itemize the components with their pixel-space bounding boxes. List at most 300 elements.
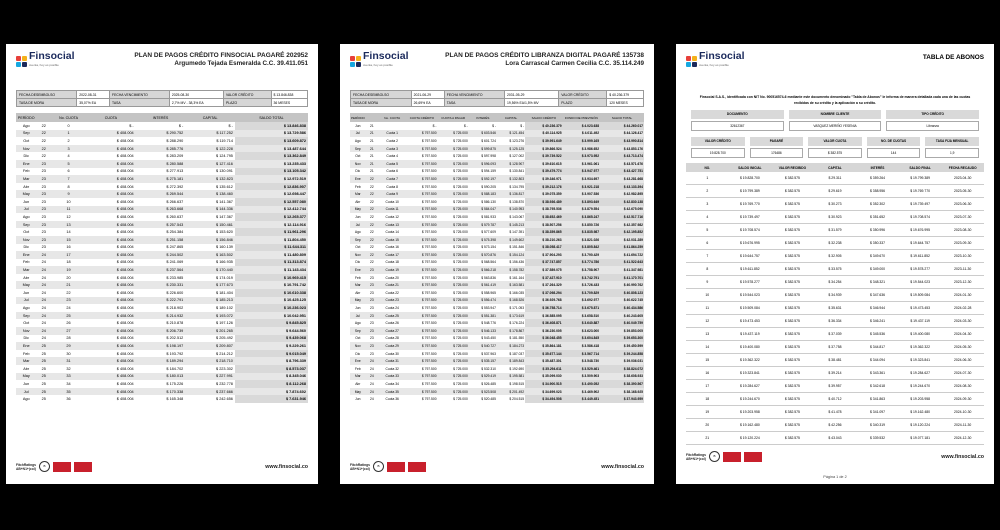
table-cell: $ 176.224 [509,321,525,326]
table-cell: $ 43.713.474 [600,152,644,160]
field-label: PAGARÉ [750,137,804,146]
table-cell: $ 210.878 [166,321,184,326]
table-row [350,221,644,229]
table-cell: $ 36.048.455 [525,335,563,343]
table-cell: 11 [51,206,86,214]
table-row [350,350,644,358]
summary-cell: FECHA VENCIMIENTO [110,91,170,99]
table-cell: $ 725.000 [453,290,468,295]
table-cell: $ 12.698.447 [235,190,308,198]
table-cell: $ 586.130 [481,199,496,204]
table-cell: $ 8.796.339 [235,357,308,365]
table-cell: $ 10.969.415 [235,274,308,282]
table-cell: $ 4.011.492 [563,130,601,138]
column-header: FECHA RECAUDO [941,163,984,172]
summary-cell: TASA [444,99,504,107]
table-row [16,137,308,145]
table-cell: $ 3.758.907 [563,266,601,274]
table-cell: $ 283.209 [166,154,184,159]
table-cell: $ 10.425.125 [235,297,308,305]
cert-badge-icon [74,462,92,472]
table-cell: 23 [41,214,46,219]
table-cell: $ 8.345.046 [235,373,308,381]
table-cell: $ 43.281.668 [600,175,644,183]
table-cell: $ 206.739 [136,327,186,335]
table-cell: 23 [41,245,46,250]
table-cell: 19 [51,266,86,274]
table-cell: $ 12.972.519 [235,175,308,183]
table-cell: $ 348.321 [856,276,899,289]
table-cell: Cuota 16 [385,245,399,250]
table-cell: $ 11.313.874 [235,259,308,267]
table-cell: $ 218.710 [185,357,235,365]
table-cell: $ 3.879.554 [563,206,601,214]
table-cell: $ 33.575 [814,263,857,276]
table-cell: 23 [366,312,379,320]
table-cell: $ 128.907 [497,160,525,168]
website-link[interactable]: www.finsocial.co [601,463,644,470]
table-cell: $ 725.000 [453,336,468,341]
table-cell: $ 19.400.080 [729,341,772,354]
table-cell: $ 38.390.567 [600,380,644,388]
table-cell: Oct [355,336,361,341]
table-cell: $ 275.181 [136,175,186,183]
table-cell: 23 [366,342,379,350]
table-cell: Ene [350,357,366,365]
table-cell: Cuota 3 [378,145,406,153]
table-cell: $ - [129,123,134,128]
table-cell: 2024-01-30 [941,289,984,302]
table-cell: 2023-09-30 [941,237,984,250]
table-cell: 18 [686,393,729,406]
table-cell: $ 19.244.670 [899,380,942,393]
table-cell: $ 198.515 [509,381,525,386]
table-cell: $ 29.311 [814,172,857,185]
page-title: TABLA DE ABONOS [922,54,984,61]
table-cell: 23 [370,306,374,311]
table-cell: Feb [354,275,361,280]
table-row [350,183,644,191]
table-row [350,206,644,214]
table-cell: $ 29.619 [814,185,857,198]
table-cell: $ 13.235.433 [235,160,308,168]
table-cell: 2 [686,185,729,198]
table-cell: $ 241.069 [166,260,184,265]
table-cell: $ 3.509.903 [563,373,601,381]
table-cell: $ 163.502 [185,251,235,259]
table-cell: $ 797.500 [421,214,437,219]
table-cell: 22 [370,184,374,189]
summary-cell: $ 40.236.379 [607,91,644,99]
table-cell: Ene [16,251,36,259]
table-row [350,312,644,320]
table-cell: $ 408.004 [116,214,134,219]
table-cell: 2023-08-30 [941,224,984,237]
table-cell: 23 [41,230,46,235]
table-cell: $ 3.986.652 [563,145,601,153]
table-cell: Mar [16,266,36,274]
table-cell: $ 382.575 [771,250,814,263]
table-cell: $ 247.865 [166,245,184,250]
table-cell: $ 19.284.627 [899,367,942,380]
table-cell: $ 34.699.023 [525,388,563,396]
table-cell: May [16,190,36,198]
table-cell: $ 3.490.052 [563,380,601,388]
table-cell: $ 193.792 [166,351,184,356]
field-value: 19.828.700 [691,148,745,159]
table-cell: $ 532.310 [481,366,496,371]
table-cell: 24 [41,290,46,295]
table-cell: $ 230.331 [136,281,186,289]
table-cell: $ 36.585.095 [525,312,563,320]
table-cell: 23 [370,275,374,280]
table-cell: $ 3.934.697 [563,175,601,183]
table-cell: $ 408.004 [116,397,134,402]
table-cell: $ 408.004 [86,145,136,153]
table-cell: $ 117.252 [185,130,235,138]
table-cell: $ 19.769.770 [729,198,772,211]
table-cell: Cuota 28 [385,336,399,341]
table-cell: 21 [366,145,379,153]
table-cell: $ 3.529.461 [563,365,601,373]
table-cell: 22 [366,251,379,259]
table-cell: $ 725.000 [438,145,469,153]
table-cell: 17 [686,380,729,393]
table-cell: $ 408.004 [86,190,136,198]
table-cell: $ 343.361 [856,367,899,380]
table-cell: $ 39.036.031 [600,357,644,365]
table-cell: $ 408.004 [116,184,134,189]
table-cell: $ 797.500 [421,245,437,250]
table-row [16,357,308,365]
table-cell: $ 408.004 [116,381,134,386]
table-cell: $ 3.835.987 [563,228,601,236]
table-cell: 24 [41,306,46,311]
website-link[interactable]: www.finsocial.co [941,453,984,460]
column-header: NO. [686,163,729,172]
table-row [16,160,308,168]
table-cell: $ 3.604.845 [563,335,601,343]
table-cell: $ 181.404 [216,290,233,295]
table-cell: 23 [366,297,379,305]
table-cell: $ 350.337 [856,237,899,250]
table-cell: $ 37.264.329 [525,281,563,289]
table-cell: $ 121.454 [497,130,525,138]
table-cell: $ 540.727 [469,342,497,350]
table-cell: $ 594.159 [481,169,496,174]
table-cell: $ 40.434.586 [600,304,644,312]
table-cell: $ 577.609 [481,230,496,235]
table-cell: Cuota 22 [385,290,399,295]
table-cell: Jul [16,206,36,214]
table-cell: $ 19.509.084 [729,302,772,315]
table-cell: $ 523.508 [469,388,497,396]
column-header: INTERÉS [136,113,186,122]
summary-cell: 2,7% MV - 38,3% EA [169,99,223,107]
table-cell: $ 180.013 [136,373,186,381]
table-cell: $ 39.853.005 [600,327,644,335]
table-cell: 10 [686,289,729,302]
column-header: CAPITAL [185,113,235,122]
table-cell: $ 3.850.726 [563,221,601,229]
table-cell: $ 39.346.971 [525,175,563,183]
table-cell: $ 132.803 [497,175,525,183]
table-cell: 24 [66,306,71,311]
table-row [16,198,308,206]
table-cell: 23 [41,184,46,189]
column-header: VALOR RECIBIDO [771,163,814,172]
table-cell: $ 346.241 [856,315,899,328]
table-cell: 4 [686,211,729,224]
summary-cell: 19,56% EA/1,5% MV [505,99,559,107]
table-row [350,130,644,138]
table-cell: 23 [370,351,374,356]
table-cell: 23 [41,199,46,204]
column-header: FONDO DE PREVISIÓN [563,113,601,122]
table-cell: 2024-06-30 [941,354,984,367]
table-cell: Jun [355,397,361,402]
table-cell: $ 382.575 [771,406,814,419]
table-cell: Sep [350,327,366,335]
table-cell: Cuota 19 [378,266,406,274]
table-cell: Nov [16,145,36,153]
table-cell: May [16,373,36,381]
field-value: 32612367 [691,121,784,132]
table-cell: $ 185.213 [185,297,235,305]
table-cell: $ 189.102 [216,306,233,311]
table-cell: $ 3.961.061 [563,160,601,168]
table-cell: 21 [370,123,374,128]
table-cell: Cuota 11 [378,206,406,214]
table-cell: $ 725.000 [438,327,469,335]
table-cell: $ 13.846.838 [235,122,308,130]
table-cell: Jun [23,381,30,386]
table-row [16,373,308,381]
table-cell: Ago [22,397,30,402]
table-cell: $ 553.947 [481,306,496,311]
table-cell: $ 144.336 [185,206,235,214]
table-cell: $ 40.236.379 [525,122,563,130]
table-cell: 20 [686,419,729,432]
table-cell: 2023-10-30 [941,250,984,263]
cert-badge-icon [408,462,426,472]
table-row [16,122,308,130]
table-cell: $ 141.367 [216,199,233,204]
table-cell: 12 [66,214,71,219]
table-cell: 2023-07-30 [941,211,984,224]
table-cell: $ 43.853.176 [600,145,644,153]
table-cell: $ 725.000 [438,221,469,229]
table-cell: $ 596.093 [469,160,497,168]
table-cell: $ 12.836.907 [235,183,308,191]
table-row [16,304,308,312]
table-cell: 35 [51,388,86,396]
table-row [16,319,308,327]
table-cell: $ - [432,123,437,128]
table-cell: 23 [41,169,46,174]
table-cell: $ 11.961.296 [235,228,308,236]
table-row [16,281,308,289]
table-row [16,244,308,252]
table-row [16,168,308,176]
table-cell: $ 408.004 [86,206,136,214]
table-cell: $ 382.575 [771,341,814,354]
table-cell: Sep [16,221,36,229]
table-cell: $ 43.043 [814,432,857,445]
table-cell: Cuota 9 [378,190,406,198]
table-cell: 24 [41,336,46,341]
table-row [350,289,644,297]
table-cell: Nov [16,236,36,244]
table-cell: $ 168.526 [497,297,525,305]
table-row [350,228,644,236]
table-cell: $ 38.652.469 [525,213,563,221]
table-cell: Cuota 17 [378,251,406,259]
table-cell: $ 122.228 [185,145,235,153]
table-cell: Cuota 18 [385,260,399,265]
table-cell: Cuota 29 [378,342,406,350]
table-row [686,367,984,380]
table-cell: $ 797.500 [406,221,437,229]
table-cell: 2024-10-30 [941,406,984,419]
table-cell: $ 214.932 [136,312,186,320]
table-cell: $ 797.500 [421,290,437,295]
table-cell: $ 158.782 [497,266,525,274]
table-row [16,175,308,183]
table-cell: $ 797.500 [421,169,437,174]
table-cell: 21 [366,160,379,168]
table-cell: $ 13.729.586 [235,130,308,138]
table-cell: Jun [355,214,361,219]
table-cell: $ 272.392 [166,184,184,189]
table-row [350,213,644,221]
table-cell: $ 725.000 [438,281,469,289]
table-cell: 25 [41,381,46,386]
table-row [16,297,308,305]
table-cell: 25 [36,342,51,350]
table-cell: $ 174.019 [216,275,233,280]
table-cell: 24 [41,321,46,326]
table-row [16,130,308,138]
table-cell: $ 41.478 [814,406,857,419]
table-row [16,213,308,221]
table-cell: $ 201.492 [497,388,525,396]
table-cell: $ 570.876 [469,251,497,259]
table-cell: 23 [36,175,51,183]
table-cell: $ 40.114.925 [525,130,563,138]
field-label: NO. DE CUOTAS [867,137,921,146]
table-cell: $ 39.075.359 [525,190,563,198]
table-cell: $ 156.846 [185,236,235,244]
abonos-sheet [676,44,994,484]
summary-cell: TASA DE MORA [351,99,412,107]
table-cell: Mar [350,281,366,289]
table-cell: $ 38.936.489 [525,198,563,206]
table-cell: $ 40.990.762 [600,281,644,289]
table-cell: $ 382.575 [771,367,814,380]
table-cell: $ 244.502 [136,251,186,259]
table-cell: $ 382.575 [771,263,814,276]
table-cell: $ 408.004 [86,175,136,183]
table-cell: Cuota 32 [385,366,399,371]
table-cell: $ 797.500 [406,160,437,168]
table-cell: $ 39.214 [814,367,857,380]
table-cell: $ 156.436 [509,260,525,265]
table-cell: $ 9.439.068 [235,335,308,343]
table-cell: $ 797.500 [406,312,437,320]
table-cell: $ 266.637 [166,199,184,204]
table-cell: 2023-12-30 [941,276,984,289]
table-cell: $ 408.004 [86,297,136,305]
table-row [686,276,984,289]
table-cell: 2024-09-30 [941,393,984,406]
table-cell: $ 7.631.946 [235,395,308,403]
column-header: SALDO TOTAL [235,113,308,122]
page-footer [350,461,644,472]
table-cell: $ 132.823 [185,175,235,183]
summary-cell: 2021-06-29 [411,91,444,99]
table-row [350,145,644,153]
table-cell: 24 [370,397,374,402]
table-row [686,432,984,445]
table-cell: $ 382.575 [771,172,814,185]
website-link[interactable]: www.finsocial.co [265,463,308,470]
table-cell: $ 725.000 [438,312,469,320]
table-cell: $ 382.575 [771,185,814,198]
table-cell: 24 [366,357,379,365]
table-cell: Cuota 4 [386,154,398,159]
table-cell: $ 725.000 [453,381,468,386]
table-cell: 24 [36,266,51,274]
table-row [350,236,644,244]
table-cell: $ 797.500 [406,145,437,153]
table-row [16,236,308,244]
table-row [686,315,984,328]
table-cell: 22 [370,245,374,250]
table-row [350,304,644,312]
table-row [686,237,984,250]
table-cell: $ 36.230.005 [525,327,563,335]
table-cell: Ago [22,306,30,311]
table-cell: 2024-11-30 [941,419,984,432]
table-cell: Sep [350,145,366,153]
table-cell: $ 124.795 [216,154,233,159]
table-cell: $ 38.608.933 [600,373,644,381]
table-cell: $ 37.747.857 [525,259,563,267]
table-cell: $ 8.573.037 [235,365,308,373]
table-cell: $ 37.427.910 [525,274,563,282]
table-cell: $ 725.000 [453,154,468,159]
logo-mark-icon [350,56,361,67]
table-cell: $ 3.658.510 [563,312,601,320]
table-cell: $ 13.105.342 [235,168,308,176]
table-cell: $ 344.817 [856,341,899,354]
table-cell: 23 [370,290,374,295]
table-cell: $ 408.004 [86,130,136,138]
table-cell: Abr [355,290,361,295]
table-cell: $ 382.575 [771,289,814,302]
table-cell: $ 19.644.757 [899,237,942,250]
table-cell: $ 13.487.644 [235,145,308,153]
table-cell: 26 [66,321,71,326]
table-cell: Abr [23,275,30,280]
table-cell: 2024-04-30 [941,328,984,341]
table-cell: $ 19.437.119 [729,328,772,341]
table-cell: $ 346.944 [856,302,899,315]
table-cell: 22 [36,145,51,153]
table-cell: $ 382.575 [771,276,814,289]
table-cell: $ 3.692.977 [563,297,601,305]
